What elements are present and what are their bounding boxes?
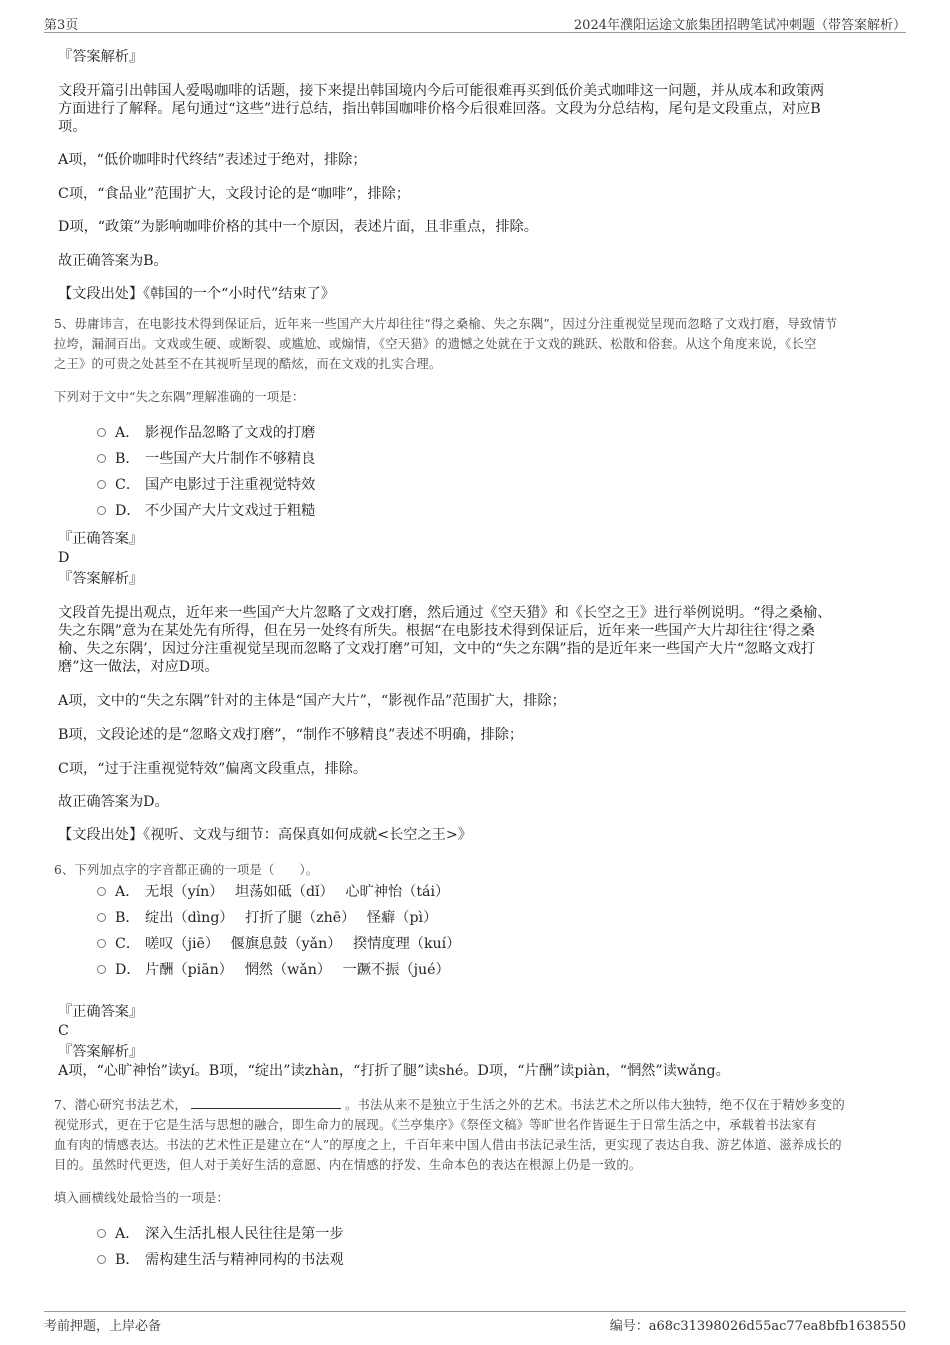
q4-conclusion: 故正确答案为B。 [58,253,168,269]
q5-option-b-analysis: B项，文段论述的是“忽略文戏打磨”，“制作不够精良”表述不明确，排除； [58,727,524,743]
option-label: A． [115,1226,140,1242]
option-label: D． [115,962,141,978]
q5-question: 下列对于文中“失之东隅”理解准确的一项是： [54,390,305,404]
q7-stem-prefix: 7、潜心研究书法艺术， [54,1098,187,1112]
option-text: 不少国产大片文戏过于粗糙 [145,503,316,519]
q5-analysis-line: 文段首先提出观点，近年来一些国产大片忽略了文戏打磨，然后通过《空天猎》和《长空之王》进行举例说明。“得之桑榆、 [58,605,832,621]
document-code: 编号：a68c31398026d55ac77ea8bfb1638550 [609,1319,906,1334]
q4-analysis-line: 方面进行了解释。尾句通过“这些”进行总结，指出韩国咖啡价格今后很难回落。文段为分总结构，尾句是文段重点，对应B [58,101,821,117]
header-divider [44,32,906,33]
radio-icon[interactable] [97,480,106,489]
q5-option-a-analysis: A项，文中的“失之东隅”针对的主体是“国产大片”，“影视作品”范围扩大，排除； [58,693,566,709]
option-text: 需构建生活与精神同构的书法观 [145,1252,344,1268]
option-label: C． [115,936,141,952]
document-title: 2024年濮阳运途文旅集团招聘笔试冲刺题（带答案解析） [573,18,906,33]
radio-icon[interactable] [97,887,106,896]
option-text: 绽出（dìng） 打折了腿（zhē） 怪癖（pì） [145,910,438,926]
footer-slogan: 考前押题，上岸必备 [44,1319,162,1334]
q7-stem-line: 目的。虽然时代更迭，但人对于美好生活的意愿、内在情感的抒发、生命本色的表达在根源上仍是一致的。 [54,1158,642,1172]
q4-option-c-analysis: C项，“食品业”范围扩大，文段讨论的是“咖啡”，排除； [58,186,410,202]
q4-option-a-analysis: A项，“低价咖啡时代终结”表述过于绝对，排除； [58,152,367,168]
option-label: B． [115,451,140,467]
q4-analysis-label: 『答案解析』 [58,49,144,65]
q7-stem-line [54,1095,845,1115]
q4-option-d-analysis: D项，“政策”为影响咖啡价格的其中一个原因，表述片面，且非重点，排除。 [58,219,538,235]
q5-stem-line: 拉垮，漏洞百出。文戏或生硬、或断裂、或尴尬、或煽情，《空天猎》的遗憾之处就在于文戏的跳跃、松散和俗套。从这个角度来说，《长空 [54,337,817,351]
option-label: B． [115,1252,140,1268]
footer-divider [44,1311,906,1312]
option-text: 深入生活扎根人民往往是第一步 [145,1226,344,1242]
q5-stem-line: 5、毋庸讳言，在电影技术得到保证后，近年来一些国产大片却往往“得之桑榆、失之东隅”，因过分注重视觉呈现而忽略了文戏打磨，导致情节 [54,317,838,331]
option-text: 一些国产大片制作不够精良 [145,451,316,467]
option-label: B． [115,910,140,926]
q4-analysis-line: 文段开篇引出韩国人爱喝咖啡的话题，接下来提出韩国境内今后可能很难再买到低价美式咖啡这一问题，并从成本和政策两 [58,83,825,99]
q7-stem-line: 血有肉的情感表达。书法的艺术性正是建立在“人”的厚度之上，千百年来中国人借由书法记录生活，更实现了表达自我、游艺体道、滋养成长的 [54,1138,842,1152]
radio-icon[interactable] [97,965,106,974]
radio-icon[interactable] [97,913,106,922]
option-label: A． [115,884,140,900]
radio-icon[interactable] [97,1255,106,1264]
fill-in-blank [191,1096,341,1109]
q7-question: 填入画横线处最恰当的一项是： [54,1191,229,1205]
option-text: 影视作品忽略了文戏的打磨 [145,425,316,441]
option-label: A． [115,425,140,441]
q6-answer: C [58,1023,69,1039]
q6-analysis-label: 『答案解析』 [58,1044,144,1060]
q5-option-c-analysis: C项，“过于注重视觉特效”偏离文段重点，排除。 [58,761,368,777]
q5-analysis-line: 失之东隅”意为在某处先有所得，但在另一处终有所失。根据“在电影技术得到保证后，近年来一些国产大片却往往‘得之桑 [58,623,815,639]
page-number: 第3页 [44,18,79,33]
option-text: 无垠（yín） 坦荡如砥（dǐ） 心旷神怡（tái） [145,884,450,900]
radio-icon[interactable] [97,454,106,463]
q7-stem-suffix: 。书法从来不是独立于生活之外的艺术。书法艺术之所以伟大独特，绝不仅在于精妙多变的 [345,1098,845,1112]
option-text: 片酬（piān） 惘然（wǎn） 一蹶不振（jué） [145,962,450,978]
q6-stem: 6、下列加点字的字音都正确的一项是（ ）。 [54,863,319,877]
option-text: 国产电影过于注重视觉特效 [145,477,316,493]
q4-source: 【文段出处】《韩国的一个“小时代”结束了》 [58,286,335,302]
radio-icon[interactable] [97,428,106,437]
q7-stem-line: 视觉形式，更在于它是生活与思想的融合，即生命力的展现。《兰亭集序》《祭侄文稿》等旷世名作皆诞生于日常生活之中，承载着书法家有 [54,1118,817,1132]
option-text: 嗟叹（jiē） 偃旗息鼓（yǎn） 揆情度理（kuí） [145,936,461,952]
q5-analysis-line: 磨”这一做法，对应D项。 [58,659,219,675]
q6-answer-label: 『正确答案』 [58,1004,144,1020]
option-label: C． [115,477,141,493]
q5-answer-label: 『正确答案』 [58,531,144,547]
radio-icon[interactable] [97,506,106,515]
radio-icon[interactable] [97,1229,106,1238]
radio-icon[interactable] [97,939,106,948]
q5-analysis-line: 榆、失之东隅’，因过分注重视觉呈现而忽略了文戏打磨”可知，文中的“失之东隅”指的是近年来一些国产大片“忽略文戏打 [58,641,816,657]
q5-answer: D [58,550,70,566]
q5-conclusion: 故正确答案为D。 [58,794,169,810]
option-label: D． [115,503,141,519]
q4-analysis-line: 项。 [58,119,87,135]
q5-source: 【文段出处】《视听、文戏与细节：高保真如何成就<长空之王>》 [58,827,472,843]
q6-analysis: A项，“心旷神怡”读yí。B项，“绽出”读zhàn，“打折了腿”读shé。D项，“片酬”读piàn，“惘然”读wǎng。 [58,1063,730,1079]
q5-analysis-label: 『答案解析』 [58,571,144,587]
q5-stem-line: 之王》的可贵之处甚至不在其视听呈现的酷炫，而在文戏的扎实合理。 [54,357,442,371]
